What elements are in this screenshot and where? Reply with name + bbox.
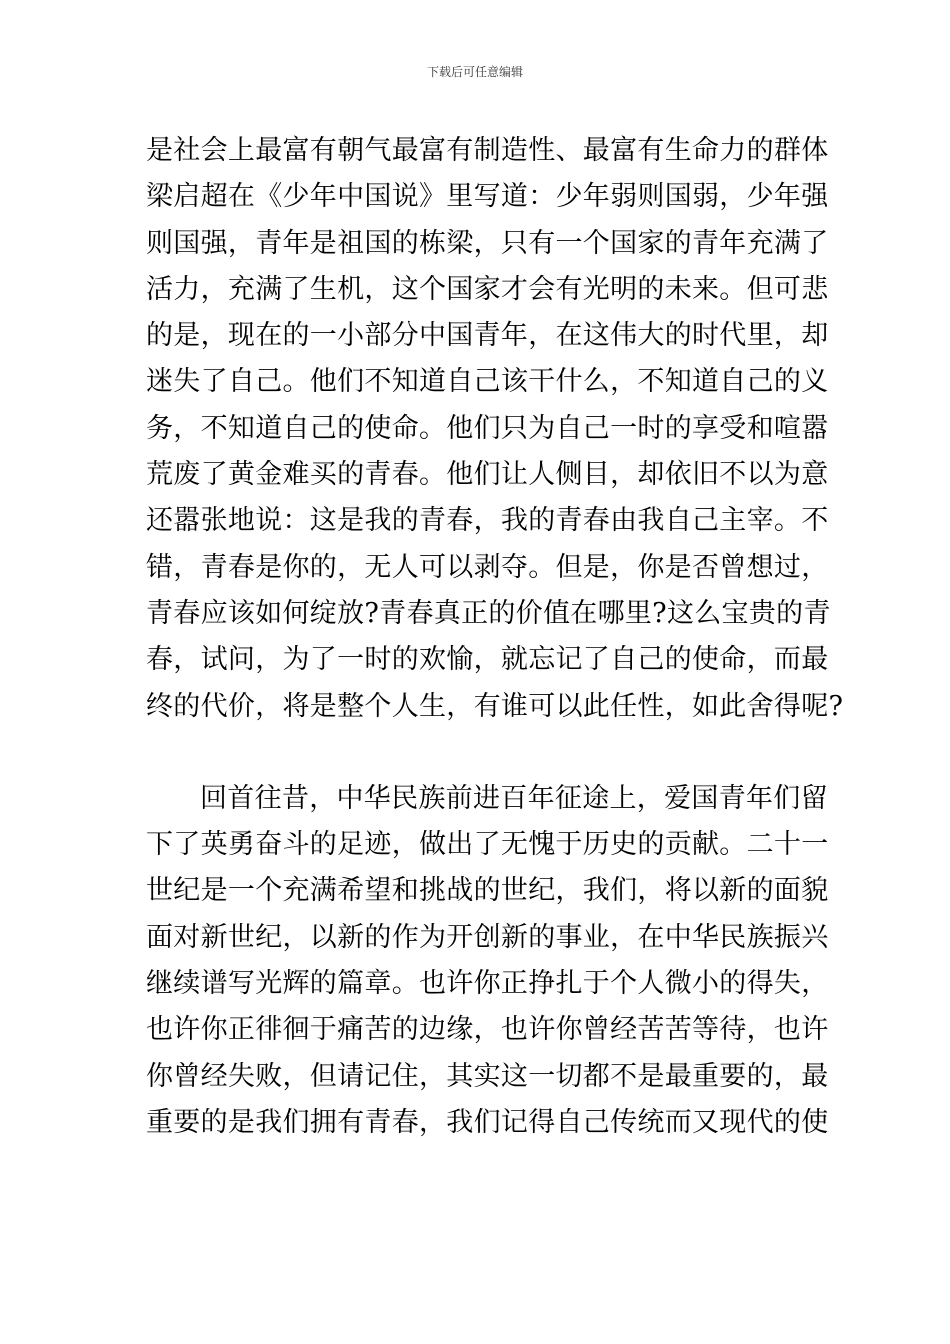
text-line: 还嚣张地说：这是我的青春，我的青春由我自己主宰。不 (146, 505, 829, 537)
text-line: 则国强，青年是祖国的栋梁，只有一个国家的青年充满了 (146, 227, 829, 259)
paragraph-2 (146, 776, 829, 1146)
text-line: 终的代价，将是整个人生，有谁可以此任性，如此舍得呢? (146, 690, 844, 722)
text-line: 迷失了自己。他们不知道自己该干什么，不知道自己的义 (146, 366, 829, 398)
text-line: 错，青春是你的，无人可以剥夺。但是，你是否曾想过， (146, 551, 829, 583)
text-line: 回首往昔，中华民族前进百年征途上，爱国青年们留 (200, 782, 828, 814)
text-line: 世纪是一个充满希望和挑战的世纪，我们，将以新的面貌 (146, 875, 829, 907)
text-line: 梁启超在《少年中国说》里写道：少年弱则国弱，少年强 (146, 181, 829, 213)
text-line: 是社会上最富有朝气最富有制造性、最富有生命力的群体 (146, 135, 829, 166)
text-line: 的是，现在的一小部分中国青年，在这伟大的时代里，却 (146, 320, 829, 352)
text-line: 你曾经失败，但请记住，其实这一切都不是最重要的，最 (146, 1060, 829, 1092)
text-line: 荒废了黄金难买的青春。他们让人侧目，却依旧不以为意 (146, 459, 829, 491)
text-line: 下了英勇奋斗的足迹，做出了无愧于历史的贡献。二十一 (146, 829, 829, 861)
text-line: 重要的是我们拥有青春，我们记得自己传统而又现代的使 (146, 1106, 829, 1138)
page-header: 下载后可任意编辑 (426, 65, 523, 79)
paragraph-1 (146, 128, 844, 730)
paragraph-spacer (146, 730, 811, 776)
text-line: 也许你正徘徊于痛苦的边缘，也许你曾经苦苦等待，也许 (146, 1014, 829, 1046)
text-line: 务，不知道自己的使命。他们只为自己一时的享受和喧嚣 (146, 412, 829, 444)
document-body (146, 128, 844, 1146)
text-line: 继续谱写光辉的篇章。也许你正挣扎于个人微小的得失， (146, 968, 829, 1000)
text-line: 青春应该如何绽放?青春真正的价值在哪里?这么宝贵的青 (146, 597, 831, 629)
text-line: 面对新世纪，以新的作为开创新的事业，在中华民族振兴 (146, 921, 829, 953)
text-line: 活力，充满了生机，这个国家才会有光明的未来。但可悲 (146, 273, 829, 305)
text-line: 春，试问，为了一时的欢愉，就忘记了自己的使命，而最 (146, 644, 829, 676)
